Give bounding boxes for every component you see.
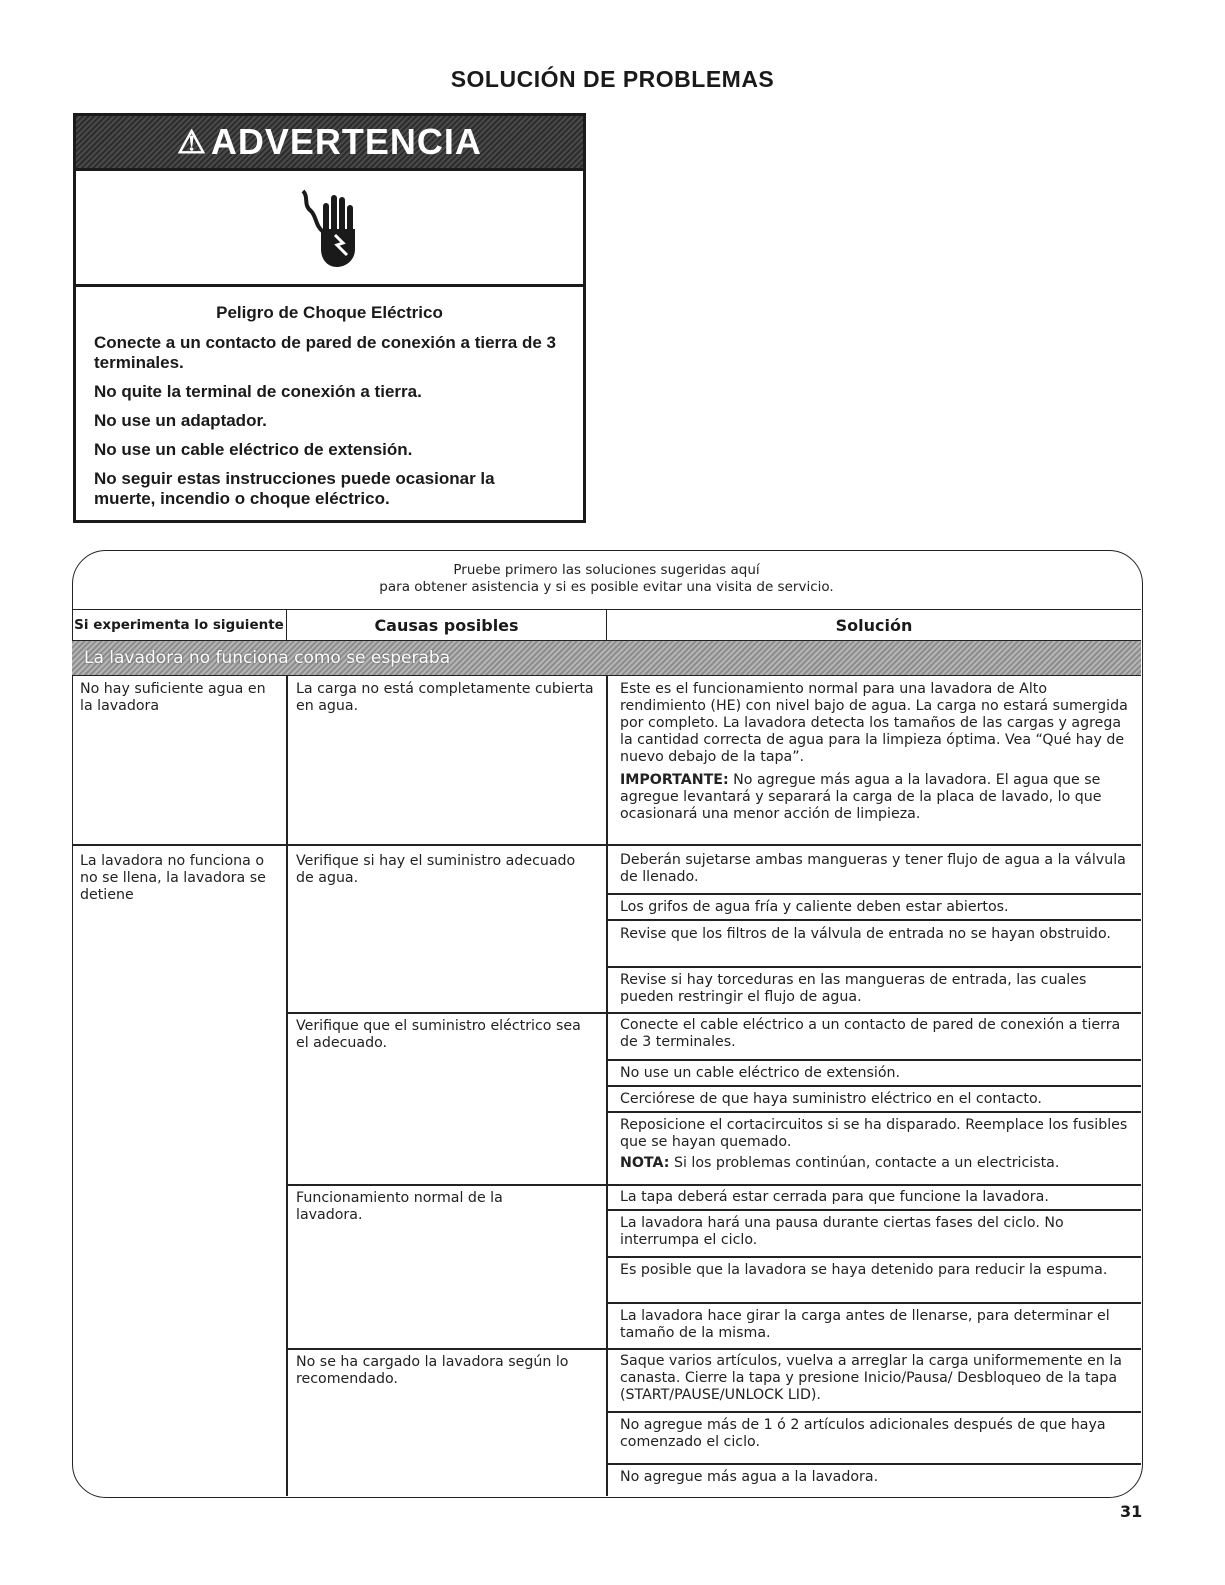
solution-cell: Revise si hay torceduras en las mangueras de entrada, las cuales pueden restringir el flujo de agua. (620, 972, 1087, 1005)
header-cause: Causas posibles (287, 610, 607, 640)
row-divider (287, 1012, 1141, 1014)
solution-cell: Saque varios artículos, vuelva a arreglar la carga uniformemente en la canasta. Cierre la tapa y presione Inicio/Pausa/ Desbloqueo de la tapa (START/PAUSE/UNLOCK LID). (620, 1353, 1122, 1403)
table-header (72, 609, 1141, 641)
warning-header-label: ADVERTENCIA (210, 121, 482, 162)
solution-cell: Es posible que la lavadora se haya detenido para reducir la espuma. (620, 1262, 1108, 1278)
row-divider (72, 844, 1141, 846)
solution-text: No agregue más agua a la lavadora. El agua que se agregue levantará y separará la carga de la placa de lavado, lo que ocasionará una menor acción de limpieza. (620, 772, 1102, 822)
solution-cell: Revise que los filtros de la válvula de entrada no se hayan obstruido. (620, 926, 1111, 942)
solution-text: Reposicione el cortacircuitos si se ha disparado. Reemplace los fusibles que se hayan quemado. (620, 1117, 1128, 1150)
warning-line: No seguir estas instrucciones puede ocasionar la muerte, incendio o choque eléctrico. (94, 469, 495, 508)
problem-cell: No hay suficiente agua en la lavadora (80, 681, 266, 714)
header-problem: Si experimenta lo siguiente (72, 610, 287, 640)
solution-cell: No use un cable eléctrico de extensión. (620, 1065, 901, 1081)
warning-body (76, 287, 583, 509)
intro-line: para obtener asistencia y si es posible evitar una visita de servicio. (379, 579, 834, 595)
row-divider (607, 1085, 1141, 1087)
solution-cell: La tapa deberá estar cerrada para que funcione la lavadora. (620, 1189, 1049, 1205)
warning-line: No use un adaptador. (94, 411, 267, 430)
solution-cell: No agregue más agua a la lavadora. (620, 1469, 879, 1485)
row-divider (287, 1348, 1141, 1350)
header-solution: Solución (835, 615, 913, 635)
warning-line: No use un cable eléctrico de extensión. (94, 440, 413, 459)
electric-shock-hand-icon (295, 183, 365, 273)
solution-cell: Los grifos de agua fría y caliente deben estar abiertos. (620, 899, 1009, 915)
cause-cell: La carga no está completamente cubierta en agua. (296, 681, 594, 714)
column-divider (286, 676, 288, 1496)
solution-cell: La lavadora hará una pausa durante ciertas fases del ciclo. No interrumpa el ciclo. (620, 1215, 1064, 1248)
cause-cell: Funcionamiento normal de la lavadora. (296, 1190, 503, 1223)
page-number: 31 (1120, 1502, 1143, 1521)
section-bar: La lavadora no funciona como se esperaba (72, 641, 1141, 676)
cause-cell: Verifique si hay el suministro adecuado de agua. (296, 853, 576, 886)
cause-cell: No se ha cargado la lavadora según lo recomendado. (296, 1354, 569, 1387)
row-divider (607, 919, 1141, 921)
solution-cell (607, 1115, 1141, 1172)
note-label: NOTA: (620, 1155, 670, 1171)
cause-cell: Verifique que el suministro eléctrico sea el adecuado. (296, 1018, 581, 1051)
solution-cell: Deberán sujetarse ambas mangueras y tener flujo de agua a la válvula de llenado. (620, 852, 1126, 885)
row-divider (607, 893, 1141, 895)
row-divider (607, 1111, 1141, 1113)
solution-text: Este es el funcionamiento normal para una lavadora de Alto rendimiento (HE) con nivel bajo de agua. La carga no estará sumergida por completo. La lavadora detecta los tamaños de las cargas y agrega la cantidad correcta de agua para la limpieza óptima. Vea “Qué hay de nuevo debajo de la tapa”. (620, 681, 1128, 765)
solution-cell: La lavadora hace girar la carga antes de llenarse, para determinar el tamaño de la misma. (620, 1308, 1110, 1341)
solution-cell: Cerciórese de que haya suministro eléctrico en el contacto. (620, 1091, 1042, 1107)
intro-text (72, 562, 1141, 596)
important-label: IMPORTANTE: (620, 772, 729, 788)
solution-cell: Conecte el cable eléctrico a un contacto de pared de conexión a tierra de 3 terminales. (620, 1017, 1121, 1050)
page-title: SOLUCIÓN DE PROBLEMAS (450, 66, 775, 92)
row-divider (607, 1302, 1141, 1304)
solution-cell: No agregue más de 1 ó 2 artículos adicionales después de que haya comenzado el ciclo. (620, 1417, 1106, 1450)
warning-triangle-icon: ⚠ (177, 124, 207, 160)
row-divider (607, 1209, 1141, 1211)
warning-header (76, 116, 583, 171)
solution-text: Si los problemas continúan, contacte a un electricista. (673, 1155, 1060, 1171)
solution-cell (607, 679, 1141, 823)
row-divider (287, 1184, 1141, 1186)
hazard-title: Peligro de Choque Eléctrico (216, 303, 443, 322)
intro-line: Pruebe primero las soluciones sugeridas aquí (453, 562, 760, 578)
problem-cell: La lavadora no funciona o no se llena, la lavadora se detiene (80, 853, 266, 903)
row-divider (607, 966, 1141, 968)
row-divider (607, 1463, 1141, 1465)
warning-line: Conecte a un contacto de pared de conexión a tierra de 3 terminales. (94, 333, 556, 372)
warning-icon-area (76, 171, 583, 287)
row-divider (607, 1411, 1141, 1413)
row-divider (607, 1256, 1141, 1258)
row-divider (607, 1059, 1141, 1061)
warning-line: No quite la terminal de conexión a tierra. (94, 382, 422, 401)
warning-box (73, 113, 586, 523)
